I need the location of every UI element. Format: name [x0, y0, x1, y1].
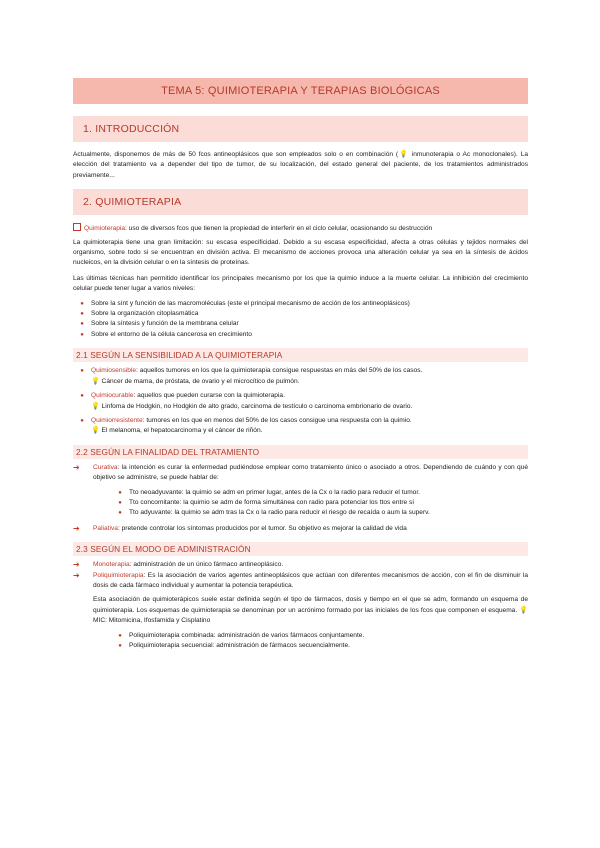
list-item: ➔ Monoterapia: administración de un único fármaco antineoplásico. [73, 560, 284, 570]
list-item: ➔ Curativa: la intención es curar la enfermedad pudiéndose emplear como tratamiento único o asociado a otros. Dependiendo de cuándo y con qué objetivo se administre, se puede hablar de: [73, 463, 528, 484]
list-item: ● Quimiorresistente: tumores en los que en menos del 50% de los casos consigue una respuesta con la quimio. 💡 El melanoma, el hepatocarcinoma y el cáncer de riñón. [73, 416, 528, 437]
arrow-right-icon: ➔ [73, 560, 80, 570]
lightbulb-icon: 💡 [91, 377, 100, 385]
bullet-icon: ● [118, 489, 122, 496]
list-item: ➔ Paliativa: pretende controlar los síntomas producidos por el tumor. Su objetivo es mejorar la calidad de vida [73, 523, 407, 533]
subsection-heading-administracion: 2.3 SEGÚN EL MODO DE ADMINISTRACIÓN [73, 542, 528, 556]
bullet-icon: ● [80, 311, 84, 318]
list-item: ● Sobre la síntesis y función de la membrana celular [73, 319, 528, 329]
arrow-right-icon: ➔ [73, 570, 80, 580]
lightbulb-icon: 💡 [91, 427, 100, 435]
checkbox-icon [73, 223, 81, 231]
document-page [73, 78, 528, 651]
section-heading-introduccion: 1. INTRODUCCIÓN [73, 116, 528, 142]
list-item: ● Tto neoadyuvante: la quimio se adm en primer lugar, antes de la Cx o la radio para reducir el tumor. [111, 488, 528, 498]
document-title: TEMA 5: QUIMIOTERAPIA Y TERAPIAS BIOLÓGICAS [73, 78, 528, 104]
bullet-icon: ● [118, 632, 122, 639]
list-item: ● Tto concomitante: la quimio se adm de forma simultánea con radio para potenciar los ttos entre sí [111, 498, 528, 508]
bullet-icon: ● [80, 331, 84, 338]
list-item: ● Quimiosensible: aquellos tumores en los que la quimioterapia consigue respuestas en más del 50% de los casos. 💡 Cáncer de mama, de próstata, de ovario y el microcítico de pulmón. [73, 366, 528, 387]
list-item: ● Sobre la sínt y función de las macromoléculas (este el principal mecanismo de acción de los antineoplásicos) [73, 299, 528, 309]
lightbulb-icon: 💡 [91, 402, 100, 410]
lightbulb-icon: 💡 [398, 151, 409, 158]
list-item: ● Poliquimioterapia combinada: administración de varios fármacos conjuntamente. [111, 631, 528, 641]
bullet-icon: ● [80, 417, 84, 424]
list-item: ● Sobre el entorno de la célula cancerosa en crecimiento [73, 330, 528, 340]
bullet-icon: ● [118, 643, 122, 649]
limitation-paragraph: La quimioterapia tiene una gran limitación: su escasa especificidad. Debido a su escasa especificidad, afecta a otras células y tejidos normales del organismo, sobre todo si se encuentran en división activa. El mecanismo de acciones provoca una alteración celular ya sea en la síntesis de ácidos nucleicos, en la división celular o en la síntesis de proteínas. [73, 238, 528, 267]
list-item: ● Quimiocurable: aquellos que pueden curarse con la quimioterapia. 💡 Linfoma de Hodgkin, no Hodgkin de alto grado, carcinoma de testículo o carcinoma embrionario de ovario. [73, 391, 528, 412]
subsection-heading-sensibilidad: 2.1 SEGÚN LA SENSIBILIDAD A LA QUIMIOTERAPIA [73, 348, 528, 362]
lightbulb-icon: 💡 [519, 606, 528, 614]
arrow-right-icon: ➔ [73, 462, 80, 472]
definition-paragraph: Quimioterapia: uso de diversos fcos que tienen la propiedad de interferir en el ciclo celular, ocasionando su destrucción [73, 223, 528, 234]
bullet-icon: ● [80, 321, 84, 328]
list-item: ● Poliquimioterapia secuencial: administración de fármacos secuencialmente. [111, 641, 528, 651]
list-item: ● Sobre la organización citoplasmática [73, 309, 528, 319]
bullet-icon: ● [80, 393, 84, 400]
scheme-paragraph: Esta asociación de quimioterápicos suele estar definida según el tipo de fármacos, dosis y tiempo en el que se adm, formando un esquema de quimioterapia. Los esquemas de quimioterapia se denominan por un acrónimo formado por las iniciales de los fcos que componen el esquema. 💡 MIC: Mitomicina, Ifosfamida y Cisplatino [93, 596, 528, 625]
list-item: ● Tto adyuvante: la quimio se adm tras la Cx o la radio para reducir el riesgo de recaída o aum la superv. [111, 508, 528, 518]
bullet-icon: ● [80, 300, 84, 307]
bullet-icon: ● [80, 368, 84, 375]
arrow-right-icon: ➔ [73, 523, 80, 533]
mechanism-paragraph: Las últimas técnicas han permitido identificar los principales mecanismo por los que la quimio induce a la muerte celular. La inhibición del crecimiento celular puede tener lugar a varios niveles: [73, 274, 528, 293]
section-heading-quimioterapia: 2. QUIMIOTERAPIA [73, 189, 528, 215]
subsection-heading-finalidad: 2.2 SEGÚN LA FINALIDAD DEL TRATAMIENTO [73, 445, 528, 459]
bullet-icon: ● [118, 499, 122, 506]
bullet-icon: ● [118, 510, 122, 517]
intro-paragraph: Actualmente, disponemos de más de 50 fcos antineoplásicos que son empleados solo o en combinación (💡 inmunoterapia o Ac monoclonales). La elección del tratamiento va a depender del tipo de tumor, de su localización, del estado general del paciente, de los tratamientos administrados previamente... [73, 151, 528, 179]
list-item: ➔ Poliquimioterapia: Es la asociación de varios agentes antineoplásicos que actúan con diferentes mecanismos de acción, con el fin de disminuir la dosis de cada fármaco individual y aumentar la potencia terapéutica. [73, 571, 528, 592]
